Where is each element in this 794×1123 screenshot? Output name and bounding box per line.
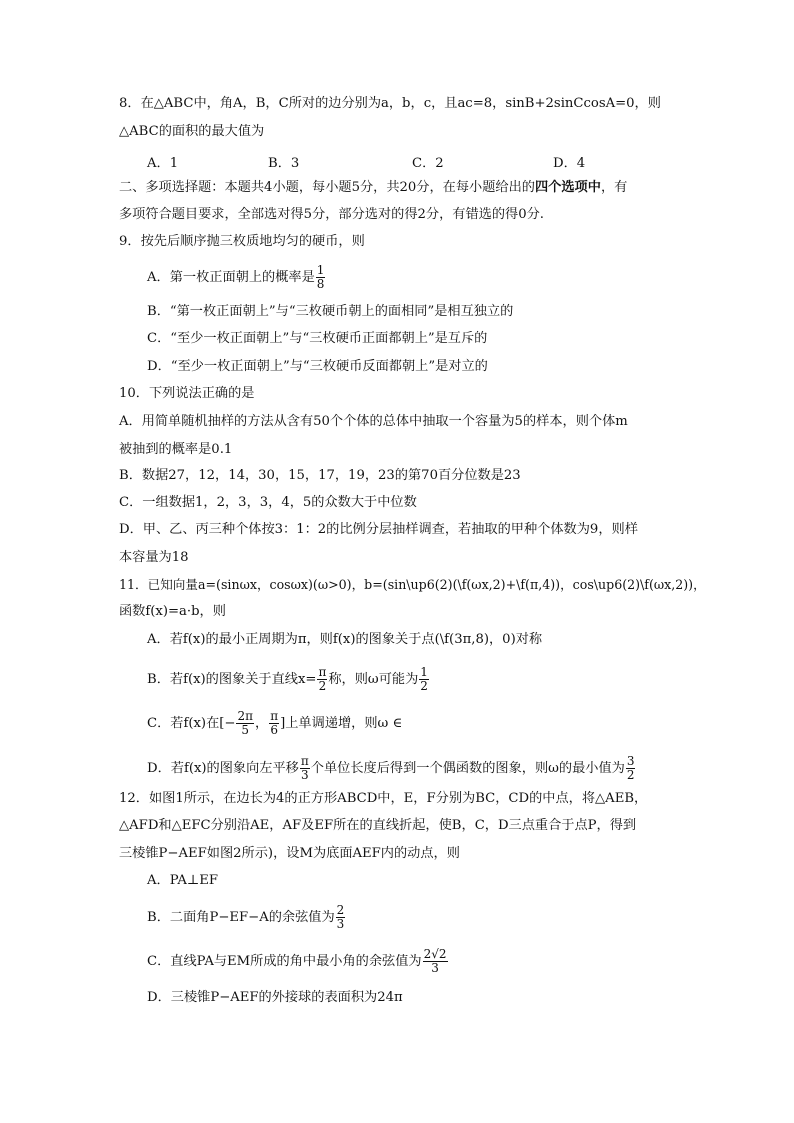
q10-option-c: C．一组数据1，2，3，3，4，5的众数大于中位数 — [119, 495, 417, 510]
q11-d-text: D．若f(x)的图象向左平移 — [147, 761, 299, 776]
fraction-denominator: 2 — [420, 679, 428, 693]
q10-option-d-line2: 本容量为18 — [119, 550, 189, 565]
q8-option-d: D．4 — [553, 156, 586, 171]
q10-option-d-line1: D．甲、乙、丙三种个体按3：1：2的比例分层抽样调查，若抽取的甲种个体数为9，则样 — [119, 522, 638, 537]
q12-b-text: B．二面角P−EF−A的余弦值为 — [147, 910, 335, 925]
fraction-numerator: π — [300, 754, 309, 768]
fraction-denominator: 6 — [270, 723, 278, 737]
fraction — [317, 666, 327, 693]
q11-option-b — [147, 666, 430, 693]
q12-option-c — [147, 948, 449, 975]
q12-c-text: C．直线PA与EM所成的角中最小角的余弦值为 — [147, 954, 422, 969]
fraction-numerator: 2π — [237, 709, 253, 723]
q12-line3: 三棱锥P−AEF如图2所示)，设M为底面AEF内的动点，则 — [119, 846, 460, 861]
fraction — [419, 666, 429, 693]
q11-line2: 函数f(x)=a·b，则 — [119, 604, 226, 619]
fraction-numerator: 1 — [316, 263, 325, 277]
q10-option-a-line1: A．用简单随机抽样的方法从含有50个个体的总体中抽取一个容量为5的样本，则个体m — [119, 414, 628, 429]
q11-line1: 11．已知向量a=(sinωx，cosωx)(ω>0)，b=(sin\up6(2)(\f(ωx,2)+\f(π,4))，cos\up6(2)\f(ωx,2))， — [119, 577, 706, 592]
fraction — [269, 710, 279, 737]
q11-c-text-end: ]上单调递增，则ω ∈ — [280, 716, 403, 731]
fraction — [336, 904, 346, 931]
fraction-numerator: 1 — [420, 665, 428, 679]
fraction-denominator: 5 — [241, 723, 250, 737]
section2-line2: 多项符合题目要求，全部选对得5分，部分选对的得2分，有错选的得0分. — [119, 207, 544, 222]
section2-text: 二、多项选择题：本题共4小题，每小题5分，共20分，在每小题给出的 — [119, 180, 535, 195]
q8-option-a: A．1 — [147, 156, 179, 171]
fraction — [316, 264, 326, 291]
fraction-numerator: 3 — [626, 754, 635, 768]
fraction-denominator: 8 — [316, 277, 325, 291]
section2-emphasis: 四个选项中 — [535, 180, 601, 195]
q8-option-c: C．2 — [412, 156, 444, 171]
q8-option-b: B．3 — [268, 156, 300, 171]
fraction-numerator: 2 — [336, 903, 345, 917]
q11-d-text-mid: 个单位长度后得到一个偶函数的图象，则ω的最小值为 — [310, 761, 625, 776]
q8-line2: △ABC的面积的最大值为 — [119, 124, 265, 139]
fraction-numerator: π — [318, 665, 327, 679]
q11-c-text: C．若f(x)在[− — [147, 716, 236, 731]
fraction — [236, 710, 254, 737]
q11-c-separator: ， — [255, 716, 269, 731]
q9-option-c: C．“至少一枚正面朝上”与“三枚硬币正面都朝上”是互斥的 — [147, 331, 488, 346]
q12-line1: 12．如图1所示，在边长为4的正方形ABCD中，E，F分别为BC，CD的中点，将△AEB， — [119, 791, 648, 806]
q11-option-a: A．若f(x)的最小正周期为π，则f(x)的图象关于点(\f(3π,8)，0)对称 — [147, 632, 543, 647]
fraction — [423, 948, 448, 975]
q9-option-a — [147, 264, 326, 291]
section2-text-end: ，有 — [600, 180, 628, 195]
fraction-denominator: 3 — [431, 961, 439, 975]
fraction — [300, 755, 310, 782]
q9-a-text: A．第一枚正面朝上的概率是 — [147, 270, 315, 285]
q9-option-d: D．“至少一枚正面朝上”与“三枚硬币反面都朝上”是对立的 — [147, 359, 488, 374]
fraction-denominator: 3 — [301, 768, 309, 782]
section2-line1 — [119, 179, 627, 197]
q12-line2: △AFD和△EFC分别沿AE，AF及EF所在的直线折起，使B，C，D三点重合于点P，得到 — [119, 818, 637, 833]
q9-stem: 9．按先后顺序抛三枚质地均匀的硬币，则 — [119, 234, 365, 249]
q10-option-a-line2: 被抽到的概率是0.1 — [119, 442, 233, 457]
q12-option-b — [147, 904, 346, 931]
q10-option-b: B．数据27，12，14，30，15，17，19，23的第70百分位数是23 — [119, 468, 521, 483]
q11-b-text: B．若f(x)的图象关于直线x= — [147, 672, 317, 687]
q8-line1: 8．在△ABC中，角A，B，C所对的边分别为a，b，c，且ac=8，sinB+2sinCcosA=0，则 — [119, 96, 661, 111]
fraction-numerator: π — [270, 709, 279, 723]
fraction-denominator: 2 — [626, 768, 635, 782]
fraction-denominator: 3 — [336, 917, 345, 931]
q10-stem: 10．下列说法正确的是 — [119, 386, 255, 401]
q11-option-c — [147, 710, 402, 737]
q12-option-a: A．PA⊥EF — [147, 873, 219, 888]
q11-b-text-mid: 称，则ω可能为 — [328, 672, 419, 687]
q9-option-b: B．“第一枚正面朝上”与“三枚硬币朝上的面相同”是相互独立的 — [147, 304, 514, 319]
q11-option-d — [147, 755, 636, 782]
fraction — [626, 755, 636, 782]
q12-option-d: D．三棱锥P−AEF的外接球的表面积为24π — [147, 990, 403, 1005]
fraction-numerator: 2√2 — [423, 947, 447, 961]
fraction-denominator: 2 — [318, 679, 327, 693]
